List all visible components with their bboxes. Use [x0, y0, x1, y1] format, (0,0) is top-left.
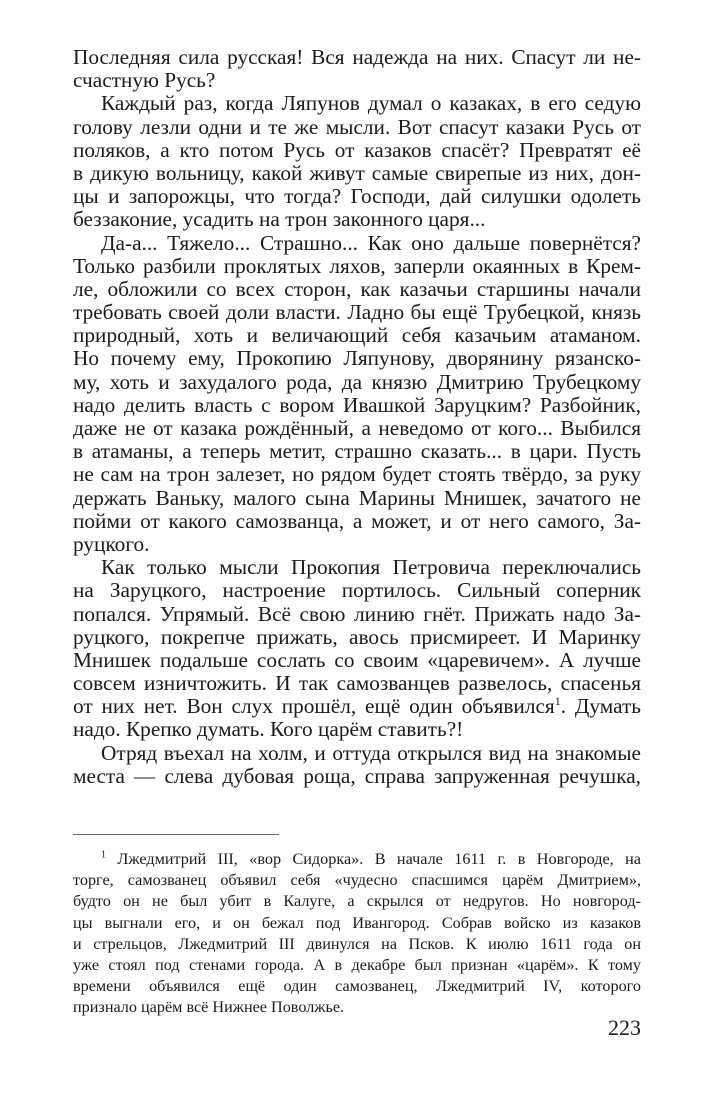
text-segment: Лжедмитрий III, «вор Сидорка». В начале 1611 г. в Новгороде, на: [117, 850, 641, 868]
text-line: надо. Крепко думать. Кого царём ставить?!: [73, 717, 464, 742]
footnote-divider: [73, 834, 279, 835]
text-line: надо делить власть с вором Ивашкой Заруцким? Разбойник,: [73, 392, 641, 417]
text-line: пойми от какого самозванца, а может, и от него самого, За-: [73, 508, 641, 533]
text-line: на Заруцкого, настроение портилось. Сильный соперник: [73, 578, 641, 603]
text-line: в дикую вольницу, какой живут самые свирепые из них, дон-: [73, 160, 641, 185]
footnote-line: торге, самозванец объявил себя «чудесно спасшимся царём Дмитрием»,: [73, 871, 641, 890]
page-body: [73, 46, 641, 788]
text-line: Как только мысли Прокопия Петровича переключались: [101, 555, 641, 580]
text-line: му, хоть и захудалого рода, да князю Дмитрию Трубецкому: [73, 369, 641, 394]
text-line: попался. Упрямый. Всё свою линию гнёт. Прижать надо За-: [73, 601, 641, 626]
footnote-line: признало царём всё Нижнее Поволжье.: [73, 998, 345, 1017]
text-line: совсем изничтожить. И так самозванцев развелось, спасенья: [73, 671, 641, 696]
footnote-line: будто он не был убит в Калуге, а скрылся от недругов. Но новгород-: [73, 892, 641, 911]
text-line: в атаманы, а теперь метит, страшно сказать... в цари. Пусть: [73, 439, 641, 464]
text-line: руцкого, покрепче прижать, авось присмиреет. И Маринку: [73, 624, 641, 649]
text-line: беззаконие, усадить на трон законного царя...: [73, 207, 486, 232]
text-line: Каждый раз, когда Ляпунов думал о казаках, в его седую: [101, 91, 641, 116]
text-line: руцкого.: [73, 531, 150, 556]
footnote-line: [73, 849, 641, 870]
text-line: требовать своей доли власти. Ладно бы ещё Трубецкой, князь: [73, 300, 641, 325]
text-line: держать Ваньку, малого сына Марины Мнишек, зачатого не: [73, 485, 641, 510]
footnote: [73, 849, 641, 1019]
text-line: Последняя сила русская! Вся надежда на них. Спасут ли не-: [73, 45, 641, 69]
footnote-line: и стрельцов, Лжедмитрий III двинулся на Псков. К июлю 1611 года он: [73, 934, 641, 953]
text-line: природный, хоть и величающий себя казачьим атаманом.: [73, 323, 641, 348]
footnote-marker: 1: [101, 849, 106, 861]
footnote-line: времени объявился ещё один самозванец, Лжедмитрий IV, которого: [73, 977, 641, 996]
text-line: ле, обложили со всех сторон, как казачьи старшины начали: [73, 276, 641, 301]
text-line: цы и запорожцы, что тогда? Господи, дай силушки одолеть: [73, 184, 641, 209]
text-line: не сам на трон залезет, но рядом будет стоять твёрдо, за руку: [73, 462, 641, 487]
text-line: места — слева дубовая роща, справа запруженная речушка,: [73, 763, 641, 788]
footnote-line: цы выгнали его, и он бежал под Ивангород. Собрав войско из казаков: [73, 913, 641, 932]
text-line: Только разбили проклятых ляхов, заперли окаянных в Крем-: [73, 253, 641, 278]
text-line: Отряд въехал на холм, и оттуда открылся вид на знакомые: [101, 740, 641, 765]
page-number: 223: [608, 1015, 641, 1040]
main-text: [73, 46, 641, 788]
text-line: Мнишек подальше сослать со своим «царевичем». А лучше: [73, 647, 641, 672]
text-segment: от них нет. Вон слух прошёл, ещё один объявился: [73, 694, 555, 719]
footnote-ref-marker[interactable]: 1: [554, 694, 561, 709]
text-segment: . Думать: [560, 694, 642, 719]
text-line: Но почему ему, Прокопию Ляпунову, дворянину рязанско-: [73, 346, 641, 371]
text-line-with-footnote-ref: [73, 695, 641, 718]
text-line: голову лезли одни и те же мысли. Вот спасут казаки Русь от: [73, 114, 641, 139]
text-line: счастную Русь?: [73, 68, 216, 93]
text-line: поляков, а кто потом Русь от казаков спасёт? Превратят её: [73, 137, 641, 162]
footnote-line: уже стоял под стенами города. А в декабре был признан «царём». К тому: [73, 955, 641, 974]
text-line: Да-а... Тяжело... Страшно... Как оно дальше повернётся?: [101, 230, 641, 255]
text-line: даже не от казака рождённый, а неведомо от кого... Выбился: [73, 416, 641, 440]
